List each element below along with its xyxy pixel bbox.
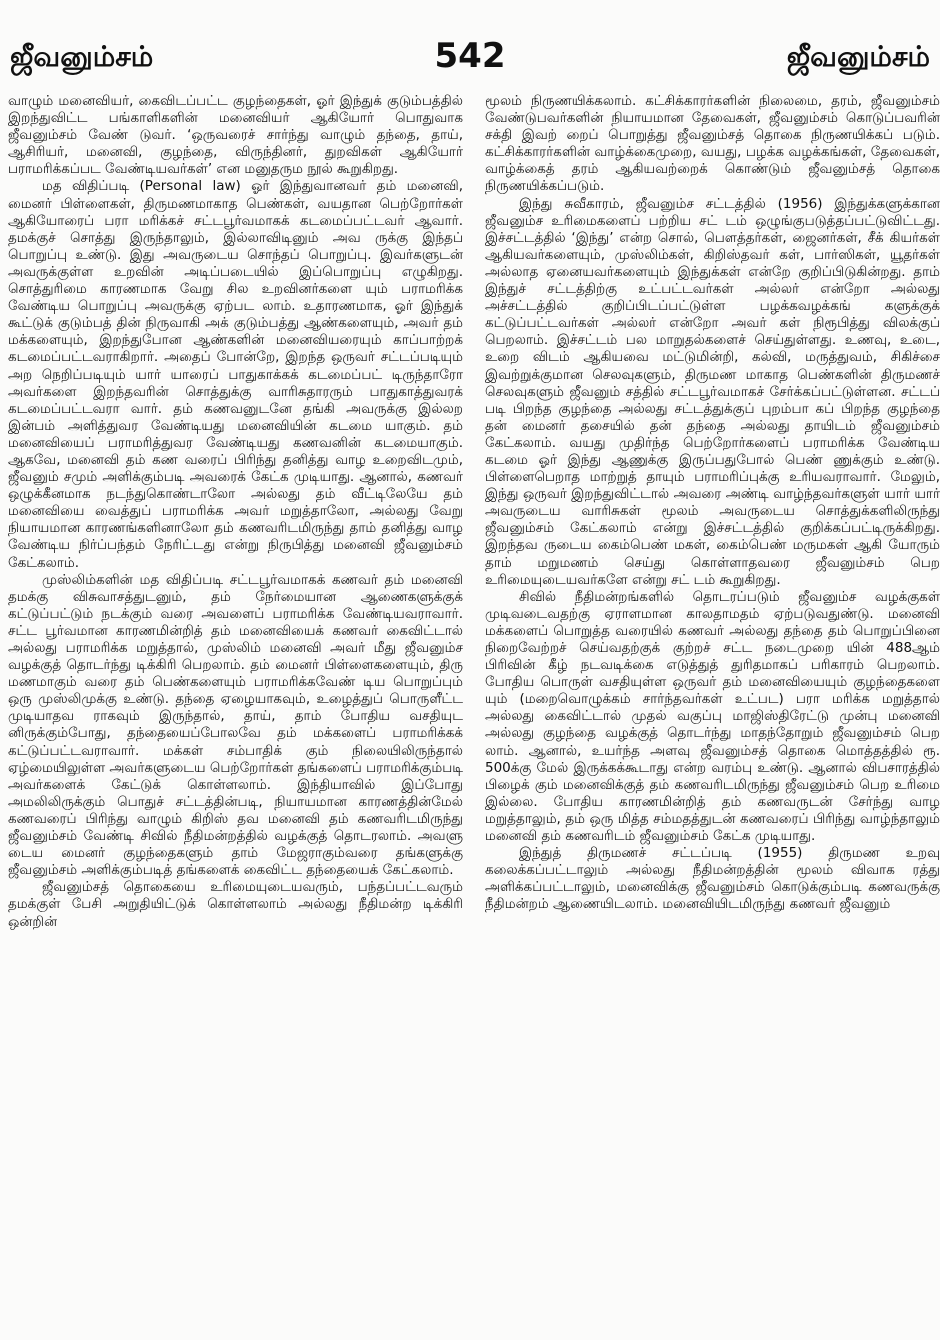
paragraph: முஸ்லிம்களின் மத விதிப்படி சட்டபூர்வமாகக் கணவர் தம் மனைவி தமக்கு விசுவாசத்துடனும், தம் நேர்மையான ஆணைகளுக்குக் கட்டுப்பட்டும் நடக்கும் வரை அவளைப் பராமரிக்க வேண்டியவராவார். சட்ட பூர்வமான காரணமின்றித் தம் மனைவியைக் கணவர் கைவிட்டால் அல்லது பராமரிக்க மறுத்தால், முஸ்லிம் மனைவி அவர் மீது ஜீவனும்ச வழக்குத் தொடர்ந்து டிக்கிரி பெறலாம். தம் மைனர் பிள்ளைகளையும், திரு மணமாகும் வரை தம் பெண்களையும் பராமரிக்கவேண் டிய பொறுப்பும் ஒரு முஸ்லிமுக்கு உண்டு. தந்தை ஏழையாகவும், உழைத்துப் பொருளீட்ட முடியாதவ ராகவும் இருந்தால், தாய், தாம் போதிய வசதியுட னிருக்கும்போது, தந்தையைப்போலவே தம் மக்களைப் பராமரிக்கக் கட்டுப்பட்டவராவார். மக்கள் சம்பாதிக் கும் நிலையிலிருந்தால் ஏழ்மையிலுள்ள அவர்களுடைய பெற்றோர்கள் தங்களைப் பராமரிக்கும்படி அவர்களைக் கேட்டுக் கொள்ளலாம். இந்தியாவில் இப்போது அமலிலிருக்கும் பொதுச் சட்டத்தின்படி, நியாயமான காரணத்தின்மேல் கணவரைப் பிரிந்து வாழும் கிறிஸ் தவ மனைவி தம் கணவரிடமிருந்து ஜீவனும்சம் வேண்டி சிவில் நீதிமன்றத்தில் வழக்குத் தொடரலாம். அவளு டைய மைனர் குழந்தைகளும் தாம் மேஜராகும்வரை தங்களுக்கு ஜீவனும்சம் அளிக்கும்படித் தங்களைக் கைவிட்ட தந்தையைக் கேட்கலாம். bbox=[8, 571, 463, 879]
paragraph: இந்து சுவீகாரம், ஜீவனும்ச சட்டத்தில் (1956) இந்துக்களுக்கான ஜீவனும்ச உரிமைகளைப் பற்றிய சட் டம் ஒழுங்குபடுத்தப்பட்டுவிட்டது. இச்சட்டத்தில் ‘இந்து’ என்ற சொல், பௌத்தர்கள், ஜைனர்கள், சீக் கியர்கள் ஆகியவர்களையும், முஸ்லிம்கள், கிறிஸ்தவர் கள், பார்ஸிகள், யூதர்கள் அல்லாத ஏனையவர்களையும் இந்துக்கள் என்றே குறிப்பிடுகின்றது. தாம் இந்துச் சட்டத்திற்கு உட்பட்டவர்கள் அல்லர் என்றோ அல்லது அச்சட்டத்தில் குறிப்பிடப்பட்டுள்ள பழக்கவழக்கங் களுக்குக் கட்டுப்பட்டவர்கள் அல்லர் என்றோ அவர் கள் நிரூபித்து விலக்குப் பெறலாம். இச்சட்டம் பல மாறுதல்களைச் செய்துள்ளது. உணவு, உடை, உறை விடம் ஆகியவை மட்டுமின்றி, கல்வி, மருத்துவம், சிகிச்சை இவற்றுக்குமான செலவுகளும், திருமண மாகாத பெண்களின் திருமணச் செலவுகளும் ஜீவனும் சத்தில் சட்டபூர்வமாகச் சேர்க்கப்பட்டுள்ளன. சட்டப் படி பிறந்த குழந்தை அல்லது சட்டத்துக்குப் புறம்பா கப் பிறந்த குழந்தை தன் மைனர் தசையில் தன் தந்தை அல்லது தாயிடம் ஜீவனும்சம் கேட்கலாம். வயது முதிர்ந்த பெற்றோர்களைப் பராமரிக்க வேண்டிய கடமை ஓர் இந்து ஆணுக்கு இருப்பதுபோல் பெண் ணுக்கும் உண்டு. பிள்ளைபெறாத மாற்றுத் தாயும் பராமரிப்புக்கு உரியவராவார். மேலும், இந்து ஒருவர் இறந்துவிட்டால் அவரை அண்டி வாழ்ந்தவர்களுள் யார் யார் அவருடைய வாரிசுகள் மூலம் அவருடைய சொத்துக்களிலிருந்து ஜீவனும்சம் கேட்கலாம் என்று இச்சட்டத்தில் குறிக்கப்பட்டிருக்கிறது. இறந்தவ ருடைய கைம்பெண் மகள், கைம்பெண் மருமகள் ஆகி யோரும் தாம் மறுமணம் செய்து கொள்ளாதவரை ஜீவனும்சம் பெற உரிமையுடையவர்களே என்று சட் டம் கூறுகிறது. bbox=[485, 195, 940, 588]
page-header bbox=[0, 0, 940, 80]
running-head-right: ஜீவனும்சம் bbox=[786, 40, 930, 73]
paragraph: இந்துத் திருமணச் சட்டப்படி (1955) திருமண உறவு கலைக்கப்பட்டாலும் அல்லது நீதிமன்றத்தின் மூலம் விவாக ரத்து அளிக்கப்பட்டாலும், மனைவிக்கு ஜீவனும்சம் கொடுக்கும்படி கணவருக்கு நீதிமன்றம் ஆணையிடலாம். மனைவியிடமிருந்து கணவர் ஜீவனும் bbox=[485, 845, 940, 913]
paragraph: ஜீவனும்சத் தொகையை உரிமையுடையவரும், பந்தப்பட்டவரும் தமக்குள் பேசி அறுதியிட்டுக் கொள்ளலாம் அல்லது நீதிமன்ற டிக்கிரி ஒன்றின் bbox=[8, 879, 463, 930]
right-column bbox=[485, 93, 940, 1333]
paragraph: மத விதிப்படி (Personal law) ஓர் இந்துவானவர் தம் மனைவி, மைனர் பிள்ளைகள், திருமணமாகாத பெண்கள், வயதான பெற்றோர்கள் ஆகியோரைப் பரா மரிக்கச் சட்டபூர்வமாகக் கடமைப்பட்டவர் ஆவார். தமக்குச் சொத்து இருந்தாலும், இல்லாவிடினும் அவ ருக்கு இந்தப் பொறுப்பு உண்டு. இது அவருடைய சொந்தப் பொறுப்பு. இவர்களுடன் அவருக்குள்ள உறவின் அடிப்படையில் இப்பொறுப்பு எழுகிறது. சொத்துரிமை காரணமாக வேறு சில உறவினர்களை யும் பராமரிக்க வேண்டிய பொறுப்பு அவருக்கு ஏற்பட லாம். உதாரணமாக, ஓர் இந்துக் கூட்டுக் குடும்பத் தின் நிருவாகி அக் குடும்பத்து ஆண்களையும், அவர் தம் மக்களையும், இறந்துபோன ஆண்களின் மனைவியரையும் காப்பாற்றக் கடமைப்பட்டவராகிறார். அதைப் போன்றே, இறந்த ஒருவர் சட்டப்படியும் அற நெறிப்படியும் யார் யாரைப் பாதுகாக்கக் கடமைப்பட் டிருந்தாரோ அவர்களை இறந்தவரின் சொத்துக்கு வாரிசுதாரரும் பாதுகாத்துவரக் கடமைப்பட்டவரா வார். தம் கணவனுடனே தங்கி அவருக்கு இல்லற இன்பம் அளித்துவர வேண்டியது மனைவியின் கடமை யாகும். தம் மனைவியைப் பராமரித்துவர வேண்டியது கணவனின் கடமையாகும். ஆகவே, மனைவி தம் கண வரைப் பிரிந்து தனித்து வாழ உறைவிடமும், ஜீவனும் சமும் அளிக்கும்படி அவரைக் கேட்க முடியாது. ஆனால், கணவர் ஒழுக்கீனமாக நடந்துகொண்டாலோ அல்லது தம் வீட்டிலேயே தம் மனைவியை வைத்துப் பராமரிக்க அவர் மறுத்தாலோ, அல்லது வேறு நியாயமான காரணங்களினாலோ தம் கணவரிடமிருந்து தாம் தனித்து வாழ வேண்டிய நிர்ப்பந்தம் நேரிட்டது என்று நிருபித்து மனைவி ஜீவனும்சம் கேட்கலாம். bbox=[8, 178, 463, 571]
paragraph: வாழும் மனைவியர், கைவிடப்பட்ட குழந்தைகள், ஓர் இந்துக் குடும்பத்தில் இறந்துவிட்ட பங்காளிகளின் மனைவியர் ஆகியோர் பொதுவாக ஜீவனும்சம் வேண் டுவர். ‘ஒருவரைச் சார்ந்து வாழும் தந்தை, தாய், ஆசிரியர், மனைவி, குழந்தை, விருந்தினர், துறவிகள் ஆகியோர் பராமரிக்கப்பட வேண்டியவர்கள்’ என மனுதரும நூல் கூறுகிறது. bbox=[8, 93, 463, 178]
left-column bbox=[8, 93, 463, 1333]
paragraph: சிவில் நீதிமன்றங்களில் தொடரப்படும் ஜீவனும்ச வழக்குகள் முடிவடைவதற்கு ஏராளமான காலதாமதம் ஏற்படுவதுண்டு. மனைவி மக்களைப் பொறுத்த வரையில் கணவர் அல்லது தந்தை தம் பொறுப்பினை நிறைவேற்றச் செய்வதற்குக் குற்றச் சட்ட நடைமுறை யின் 488ஆம் பிரிவின் கீழ் நடவடிக்கை எடுத்துத் துரிதமாகப் பரிகாரம் பெறலாம். போதிய பொருள் வசதியுள்ள ஒருவர் தம் மனைவியையும் குழந்தைகளை யும் (மறைவொழுக்கம் சார்ந்தவர்கள் உட்பட) பரா மரிக்க மறுத்தால் அல்லது கைவிட்டால் முதல் வகுப்பு மாஜிஸ்திரேட்டு முன்பு மனைவி அல்லது குழந்தை வழக்குத் தொடர்ந்து மாதந்தோறும் ஜீவனும்சம் பெற லாம். ஆனால், உயர்ந்த அளவு ஜீவனும்சத் தொகை மொத்தத்தில் ரூ. 500க்கு மேல் இருக்கக்கூடாது என்ற வரம்பு உண்டு. ஆனால் விபசாரத்தில் பிழைக் கும் மனைவிக்குத் தம் கணவரிடமிருந்து ஜீவனும்சம் பெற உரிமை இல்லை. போதிய காரணமின்றித் தம் கணவருடன் சேர்ந்து வாழ மறுத்தாலும், தம் ஒரு மித்த சம்மதத்துடன் கணவரைப் பிரிந்து வாழ்ந்தாலும் மனைவி தம் கணவரிடம் ஜீவனும்சம் கேட்க முடியாது. bbox=[485, 588, 940, 845]
running-head-left: ஜீவனும்சம் bbox=[10, 40, 154, 73]
paragraph: மூலம் நிருணயிக்கலாம். கட்சிக்காரர்களின் நிலைமை, தரம், ஜீவனும்சம் வேண்டுபவர்களின் நியாயமான தேவைகள், ஜீவனும்சம் கொடுப்பவரின் சக்தி இவற் றைப் பொறுத்து ஜீவனும்சத் தொகை நிருணயிக்கப் படும். கட்சிக்காரர்களின் வாழ்க்கைமுறை, வயது, பழக்க வழக்கங்கள், தேவைகள், வாழ்க்கைத் தரம் ஆகியவற்றைக் கொண்டும் ஜீவனும்சத் தொகை நிருணயிக்கப்படும். bbox=[485, 93, 940, 195]
page-number: 542 bbox=[434, 36, 506, 76]
